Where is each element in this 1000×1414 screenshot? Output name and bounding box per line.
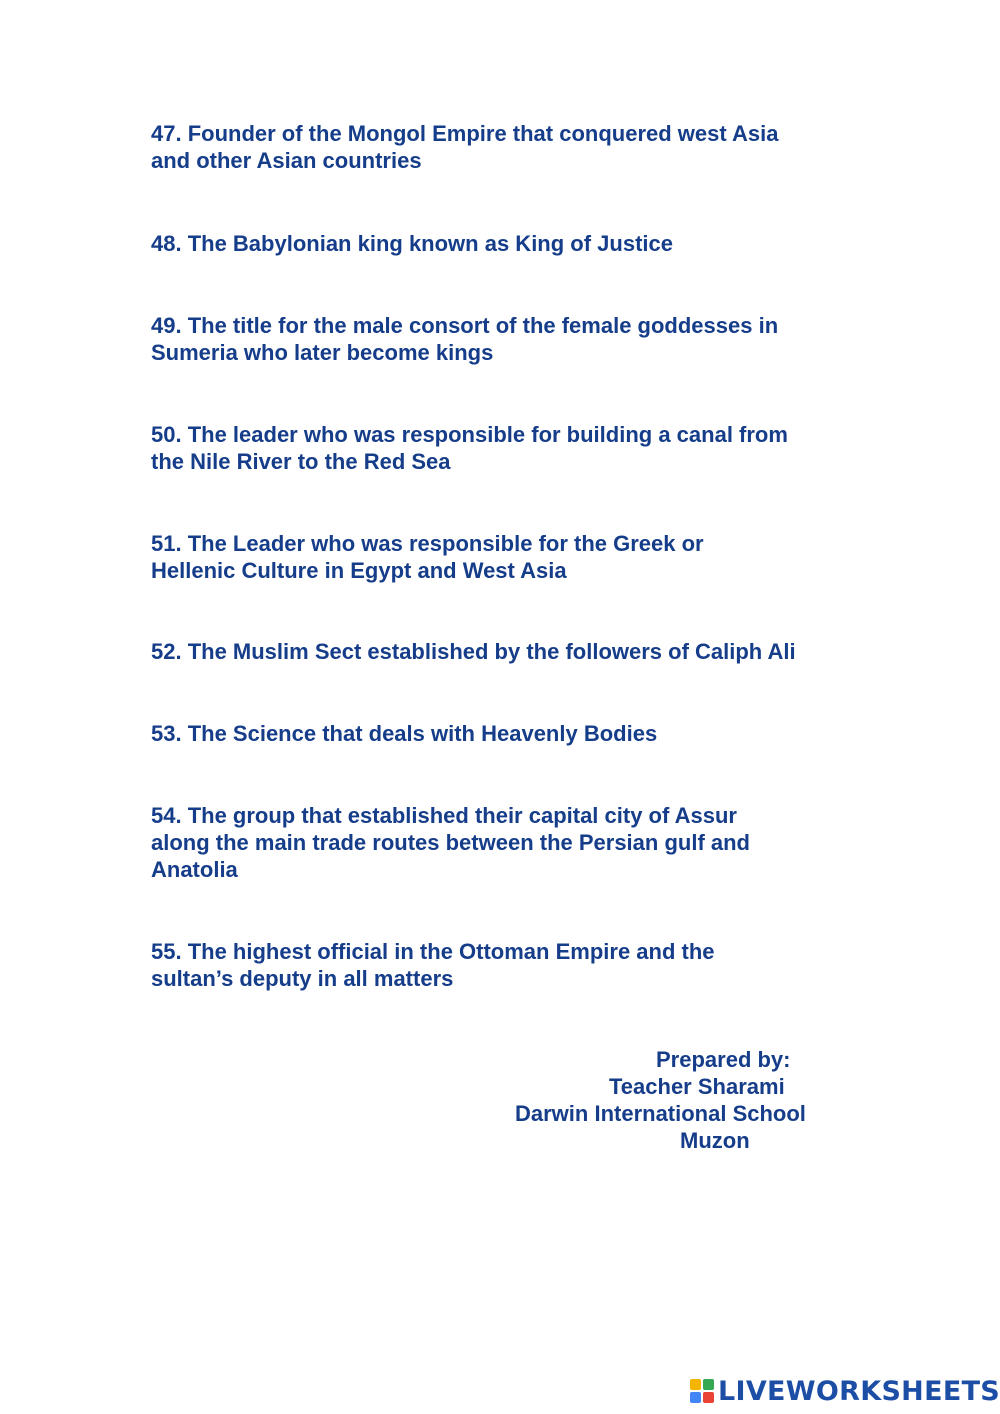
question-50: 50. The leader who was responsible for building a canal from the Nile River to the Red Sea [151, 422, 788, 474]
question-49: 49. The title for the male consort of the female goddesses in Sumeria who later become kings [151, 313, 779, 365]
question-52: 52. The Muslim Sect established by the followers of Caliph Ali [151, 639, 796, 664]
prepared-by-label: Prepared by: [656, 1047, 791, 1072]
liveworksheets-logo-text: LIVEWORKSHEETS [718, 1375, 1000, 1407]
question-55: 55. The highest official in the Ottoman Empire and the sultan’s deputy in all matters [151, 939, 715, 991]
teacher-name: Teacher Sharami [609, 1074, 785, 1099]
place-name: Muzon [680, 1128, 750, 1153]
question-47: 47. Founder of the Mongol Empire that conquered west Asia and other Asian countries [151, 121, 779, 173]
question-48: 48. The Babylonian king known as King of Justice [151, 231, 673, 256]
school-name: Darwin International School [515, 1101, 806, 1126]
liveworksheets-logo[interactable] [690, 1374, 1000, 1408]
question-53: 53. The Science that deals with Heavenly Bodies [151, 721, 658, 746]
question-51: 51. The Leader who was responsible for the Greek or Hellenic Culture in Egypt and West Asia [151, 531, 704, 583]
question-54: 54. The group that established their capital city of Assur along the main trade routes between the Persian gulf and Anatolia [151, 803, 750, 882]
liveworksheets-mark-icon [690, 1379, 714, 1403]
